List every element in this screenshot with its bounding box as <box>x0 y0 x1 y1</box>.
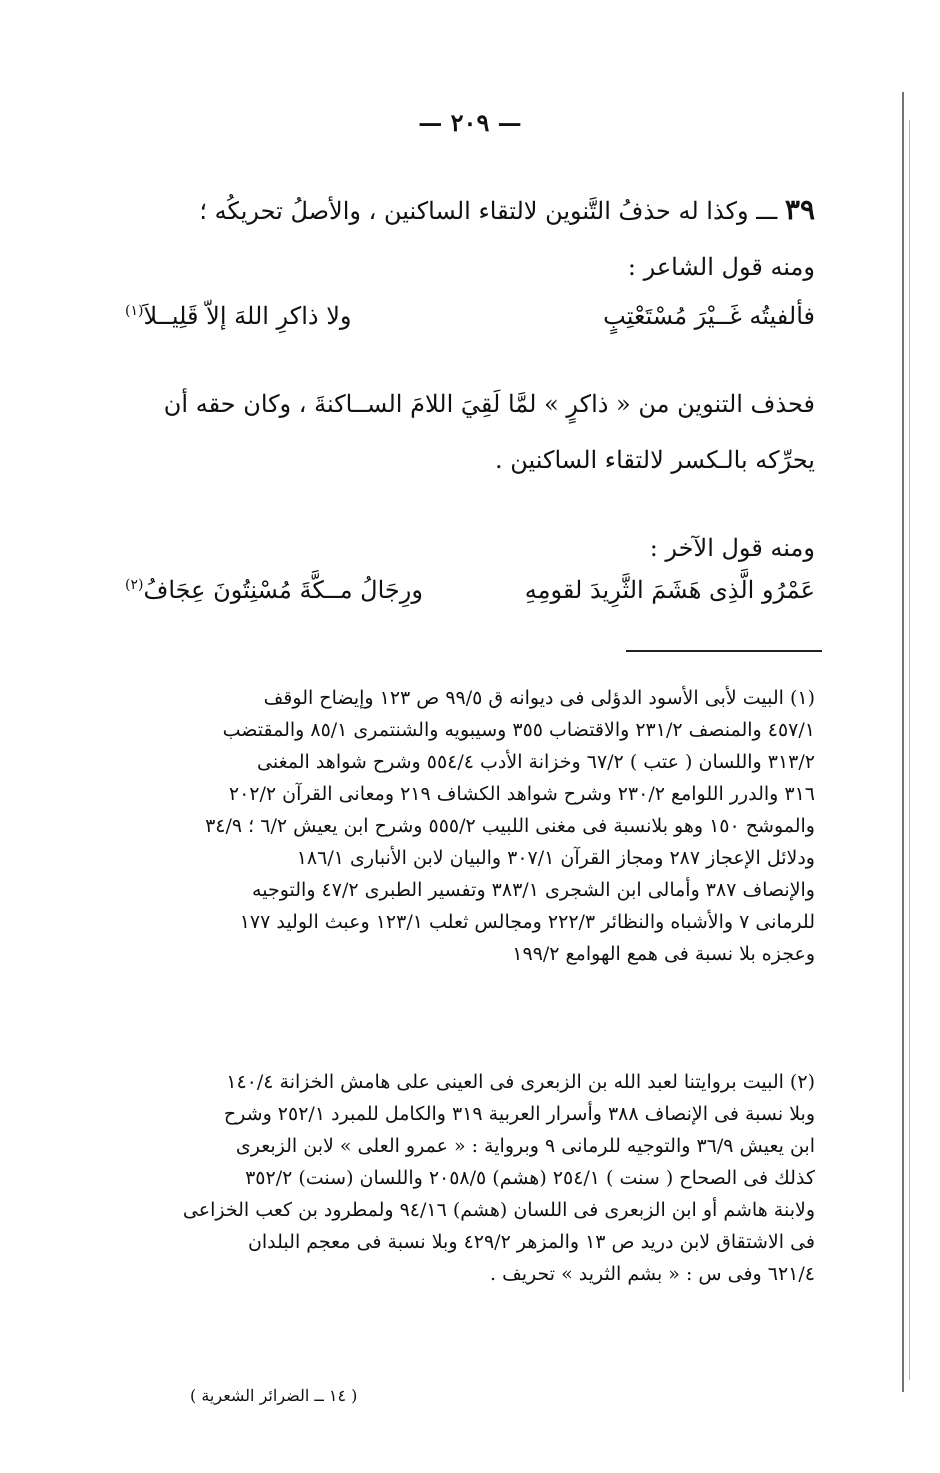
footnote-2-line: كذلك فى الصحاح ( سنت ) ٢٥٤/١ (هشم) ٢٠٥٨/٥ واللسان (سنت) ٣٥٢/٢ <box>245 1167 815 1189</box>
footnote-1-line: ٤٥٧/١ والمنصف ٢٣١/٢ والاقتضاب ٣٥٥ وسيبويه والشنتمرى ٨٥/١ والمقتضب <box>222 719 815 741</box>
footnote-1-line: للرمانى ٧ والأشباه والنظائر ٢٢٢/٣ ومجالس ثعلب ١٢٣/١ وعبث الوليد ١٧٧ <box>239 911 815 933</box>
explanation-line-2: يحرِّكه بالـكسر لالتقاء الساكنين . <box>495 446 815 474</box>
footnote-1-line: ودلائل الإعجاز ٢٨٧ ومجاز القرآن ٣٠٧/١ والبيان لابن الأنبارى ١٨٦/١ <box>296 847 815 869</box>
verse-2 <box>125 576 815 604</box>
footnote-2-line: وبلا نسبة فى الإنصاف ٣٨٨ وأسرار العربية ٣١٩ والكامل للمبرد ٢٥٢/١ وشرح <box>223 1103 815 1125</box>
page-edge-line <box>902 92 904 1392</box>
footnote-2-line: (٢) البيت بروايتنا لعبد الله بن الزبعرى فى العينى على هامش الخزانة ١٤٠/٤ <box>226 1071 815 1093</box>
explanation-paragraph <box>115 376 815 488</box>
footnote-2-line: ٦٢١/٤ وفى س : « بشم الثريد » تحريف . <box>490 1263 815 1285</box>
rule-number: ٣٩ <box>784 193 815 226</box>
rule-text: ـــ وكذا له حذفُ التَّنوين لالتقاء الساكنين ، والأصلُ تحريكُه ؛ <box>199 197 778 225</box>
explanation-line-1: فحذف التنوين من « ذاكرٍ » لمَّا لَقِيَ اللامَ الســاكنةَ ، وكان حقه أن <box>163 390 815 418</box>
footnote-2-line: ولابنة هاشم أو ابن الزبعرى فى اللسان (هشم) ٩٤/١٦ ولمطرود بن كعب الخزاعى <box>182 1199 815 1221</box>
footnote-separator <box>626 650 822 652</box>
verse-1-second-hemistich: ولا ذاكرِ اللهَ إلاّ قَلِيــلاَ <box>143 302 352 330</box>
footnote-1-line: ٣١٦ والدرر اللوامع ٢٣٠/٢ وشرح شواهد الكشاف ٢١٩ ومعانى القرآن ٢٠٢/٢ <box>228 783 815 805</box>
footnote-1-line: وعجزه بلا نسبة فى همع الهوامع ١٩٩/٢ <box>512 943 815 965</box>
paragraph-rule-39 <box>115 182 815 295</box>
intro-second-verse: ومنه قول الآخر : <box>649 534 815 562</box>
footnote-1-line: ٣١٣/٢ واللسان ( عتب ) ٦٧/٢ وخزانة الأدب ٥٥٤/٤ وشرح شواهد المغنى <box>257 751 815 773</box>
footnote-ref-1: (١) <box>125 303 144 319</box>
verse-1 <box>125 302 815 330</box>
footnote-ref-2: (٢) <box>125 577 144 593</box>
page-edge-line-inner <box>909 120 910 1380</box>
footnote-1-line: والموشح ١٥٠ وهو بلانسبة فى مغنى اللبيب ٥٥٥/٢ وشرح ابن يعيش ٦/٢ ؛ ٣٤/٩ <box>205 815 815 837</box>
page-number: — ٢٠٩ — <box>418 108 522 137</box>
footnote-2-line: فى الاشتقاق لابن دريد ص ١٣ والمزهر ٤٢٩/٢ وبلا نسبة فى معجم البلدان <box>247 1231 815 1253</box>
verse-2-first-hemistich: عَمْرُو الَّذِى هَشَمَ الثَّرِيدَ لقومِهِ <box>524 576 815 604</box>
footnote-2 <box>115 1066 815 1290</box>
verse-1-first-hemistich: فألفيتُه غَــيْرَ مُسْتَعْتِبٍ <box>603 302 815 330</box>
verse-2-second-hemistich: ورِجَالُ مــكَّةَ مُسْنِتُونَ عِجَافُ <box>143 576 423 604</box>
footnote-1-line: والإنصاف ٣٨٧ وأمالى ابن الشجرى ٣٨٣/١ وتفسير الطبرى ٤٧/٢ والتوجيه <box>252 879 815 901</box>
footnote-2-line: ابن يعيش ٣٦/٩ والتوجيه للرمانى ٩ وبرواية : « عمرو العلى » لابن الزبعرى <box>235 1135 815 1157</box>
footnote-1 <box>115 682 815 970</box>
signature-mark: ( ١٤ ــ الضرائر الشعرية ) <box>190 1386 358 1405</box>
rule-continuation: ومنه قول الشاعر : <box>627 253 815 281</box>
footnote-1-line: (١) البيت لأبى الأسود الدؤلى فى ديوانه ق ٩٩/٥ ص ١٢٣ وإيضاح الوقف <box>263 687 815 709</box>
